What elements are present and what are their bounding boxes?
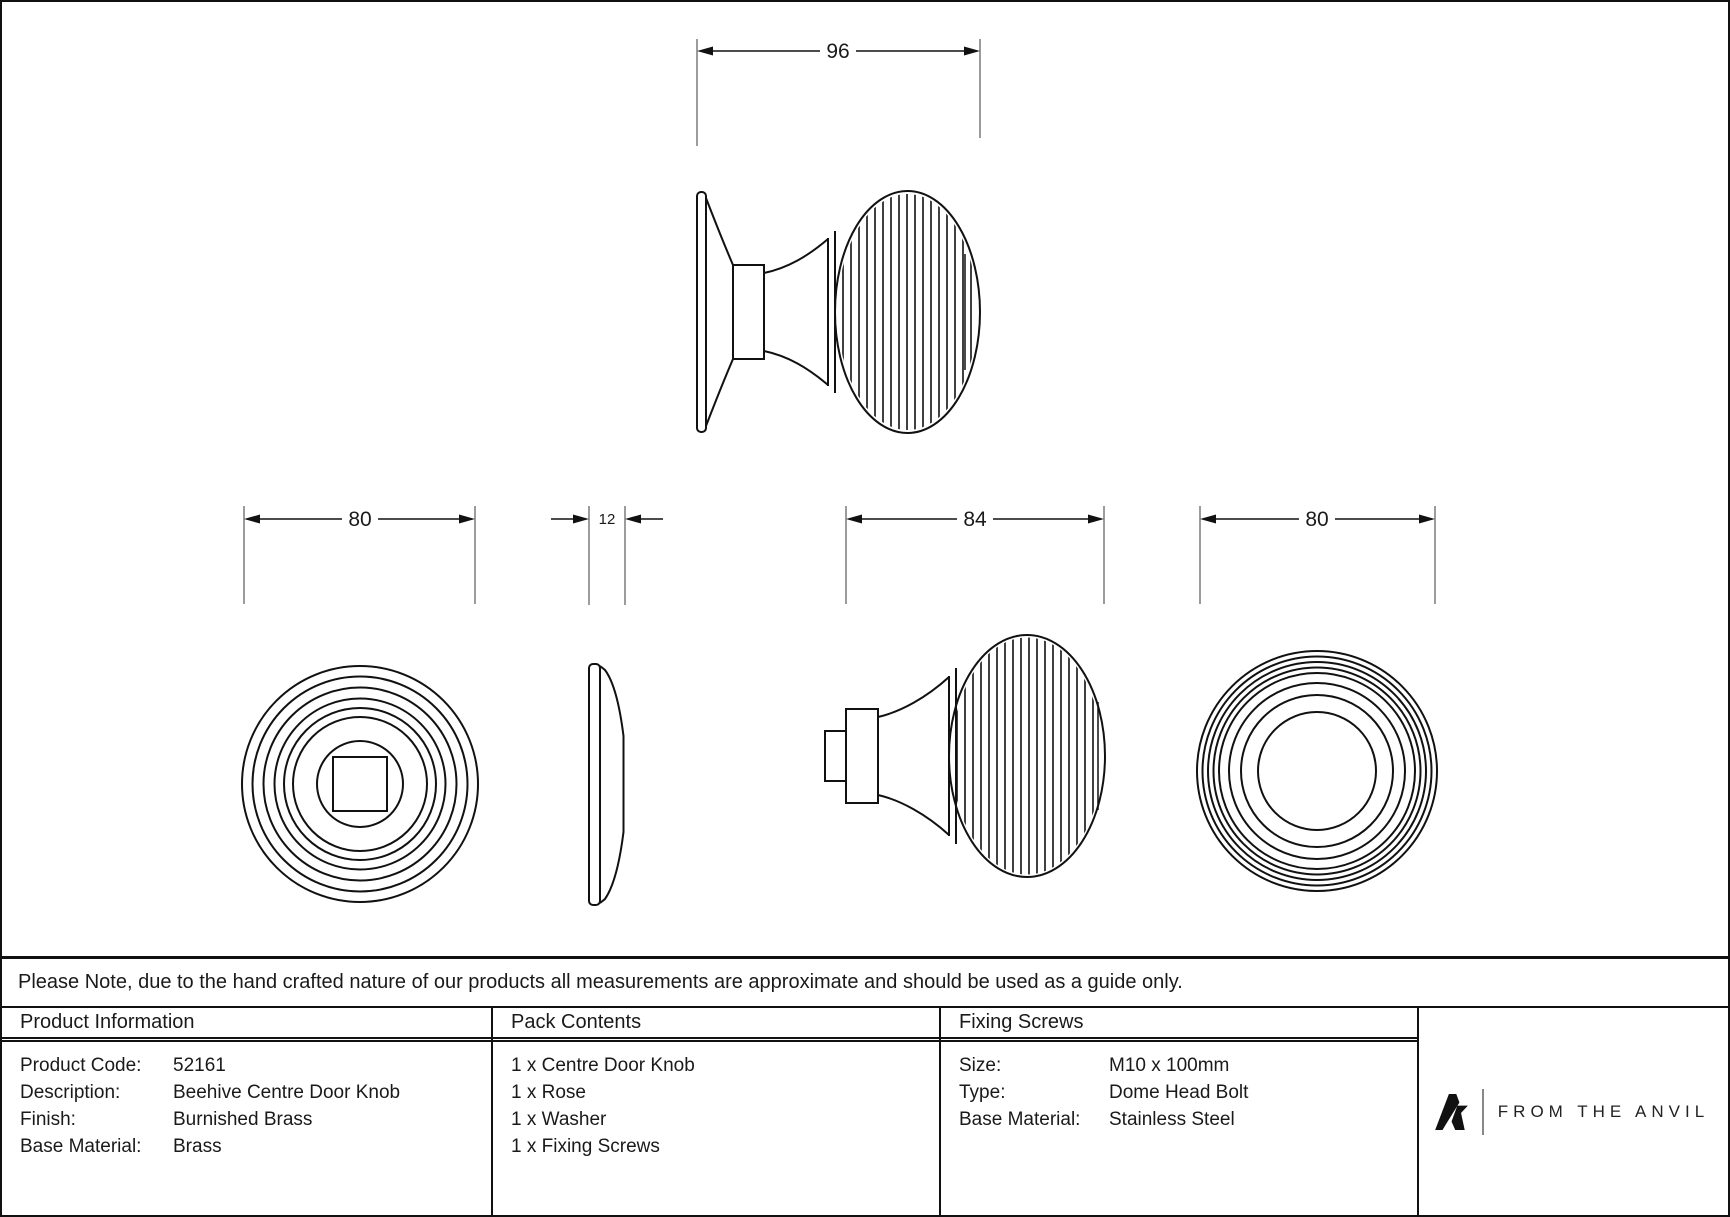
dimension-80-knob	[1200, 506, 1435, 604]
row-label: Description:	[20, 1082, 121, 1103]
dim-96-label: 96	[826, 40, 850, 63]
fixing-screws-column	[941, 1008, 1419, 1215]
knob-back-rings	[1197, 651, 1437, 891]
measurement-note-row	[2, 956, 1728, 1006]
knob-back-view	[1197, 651, 1437, 891]
table-row	[20, 1106, 491, 1133]
dim-12-label: 12	[598, 511, 616, 528]
pack-contents-column	[493, 1008, 941, 1215]
dim-80-rose-label: 80	[348, 508, 372, 531]
row-value: Stainless Steel	[1109, 1109, 1235, 1130]
table-row	[959, 1079, 1417, 1106]
pack-item: 1 x Washer	[511, 1109, 607, 1130]
product-information-header: Product Information	[2, 1008, 491, 1042]
row-label: Size:	[959, 1055, 1002, 1076]
reeding-lines-side	[957, 635, 1093, 877]
row-value: 52161	[173, 1055, 226, 1076]
table-row	[20, 1052, 491, 1079]
pack-item: 1 x Rose	[511, 1082, 586, 1103]
dim-84-label: 84	[963, 508, 987, 531]
dimension-84	[846, 506, 1104, 604]
rose-profile-view	[589, 664, 624, 905]
pack-item: 1 x Centre Door Knob	[511, 1055, 695, 1076]
anvil-logo-icon	[1432, 1093, 1470, 1131]
row-value: Beehive Centre Door Knob	[173, 1082, 401, 1103]
row-value: Dome Head Bolt	[1109, 1082, 1249, 1103]
brand-logo	[1432, 1089, 1709, 1135]
spindle-square-hole	[333, 757, 387, 811]
row-label: Product Code:	[20, 1055, 142, 1076]
pack-item: 1 x Fixing Screws	[511, 1136, 660, 1157]
table-row	[20, 1079, 491, 1106]
spec-table	[2, 1006, 1728, 1215]
row-label: Type:	[959, 1082, 1006, 1103]
brand-logo-cell	[1419, 1008, 1722, 1215]
dimension-96	[697, 39, 980, 146]
row-value: M10 x 100mm	[1109, 1055, 1230, 1076]
row-label: Base Material:	[959, 1109, 1081, 1130]
row-value: Burnished Brass	[173, 1109, 313, 1130]
reeding-lines-top	[843, 192, 971, 432]
knob-side-view-with-rose	[697, 191, 980, 433]
table-row	[959, 1106, 1417, 1133]
dim-80-knob-label: 80	[1305, 508, 1329, 531]
row-value: Brass	[173, 1136, 222, 1157]
rose-front-view	[242, 666, 478, 902]
logo-divider	[1482, 1089, 1484, 1135]
technical-drawing-canvas	[2, 2, 1728, 956]
measurement-note-text: Please Note, due to the hand crafted nature of our products all measurements are approximate and should be used as a guide only.	[18, 971, 1183, 993]
product-information-column	[2, 1008, 493, 1215]
table-row	[20, 1133, 491, 1160]
pack-contents-header: Pack Contents	[493, 1008, 939, 1042]
row-label: Base Material:	[20, 1136, 142, 1157]
brand-name-text: FROM THE ANVIL	[1497, 1101, 1710, 1121]
knob-side-view	[825, 635, 1105, 877]
table-row	[959, 1052, 1417, 1079]
fixing-screws-header: Fixing Screws	[941, 1008, 1417, 1042]
row-label: Finish:	[20, 1109, 76, 1130]
dimension-80-rose	[244, 506, 475, 604]
rose-rings	[242, 666, 478, 902]
dimension-12	[551, 506, 663, 605]
